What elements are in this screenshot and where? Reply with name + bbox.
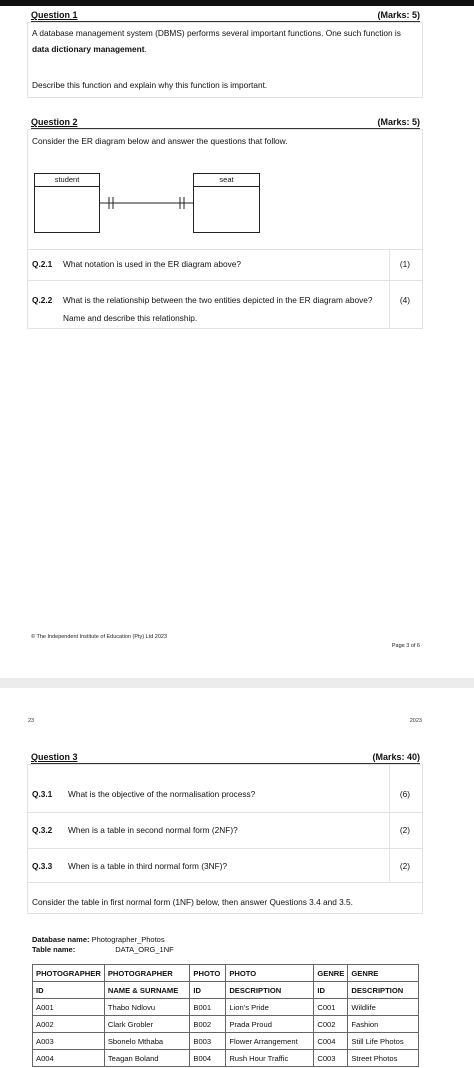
database-info — [32, 935, 174, 955]
table-header-cell: PHOTOGRAPHER — [33, 965, 105, 982]
question-1-text-bold: data dictionary management — [32, 44, 145, 54]
page-number: Page 3 of 6 — [391, 643, 420, 649]
divider — [27, 882, 423, 883]
table-row — [33, 999, 419, 1016]
table-cell: A001 — [33, 999, 105, 1016]
table-cell: Thabo Ndlovu — [104, 999, 190, 1016]
question-2-header — [31, 115, 420, 129]
question-2-title: Question 2 — [31, 117, 78, 127]
table-cell: A004 — [33, 1050, 105, 1067]
table-cell: C003 — [314, 1050, 348, 1067]
table-cell: Still Life Photos — [348, 1033, 419, 1050]
table-cell: Prada Proud — [226, 1016, 314, 1033]
db-value: Photographer_Photos — [91, 935, 165, 944]
page-corner-right: 2023 — [409, 718, 422, 724]
q3-3-text: When is a table in third normal form (3NF)? — [68, 861, 228, 871]
table-cell: Street Photos — [348, 1050, 419, 1067]
table-cell: Wildlife — [348, 999, 419, 1016]
table-header-cell: PHOTO — [226, 965, 314, 982]
table-header-row — [33, 965, 419, 982]
q2-2-mark: (4) — [399, 295, 411, 305]
table-cell: B004 — [190, 1050, 226, 1067]
table-cell: Fashion — [348, 1016, 419, 1033]
question-1-text — [32, 25, 418, 57]
entity-student-label: student — [35, 174, 99, 187]
question-3-marks: (Marks: 40) — [372, 752, 420, 762]
q2-1-number: Q.2.1 — [32, 259, 53, 269]
page-corner-left: 23 — [28, 718, 35, 724]
question-1-text-a: A database management system (DBMS) performs several important functions. One such function is — [32, 28, 401, 38]
table-header-cell: DESCRIPTION — [226, 982, 314, 999]
table-cell: Rush Hour Traffic — [226, 1050, 314, 1067]
question-1-header — [31, 8, 420, 22]
table-row — [33, 1033, 419, 1050]
q2-1-mark: (1) — [399, 259, 411, 269]
table-cell: Clark Grobler — [104, 1016, 190, 1033]
table-header-cell: ID — [190, 982, 226, 999]
q3-2-mark: (2) — [399, 825, 411, 835]
entity-seat-label: seat — [194, 174, 259, 187]
table-header-cell: PHOTOGRAPHER — [104, 965, 190, 982]
q3-1-mark: (6) — [399, 789, 411, 799]
divider — [27, 812, 423, 813]
question-3-header — [31, 750, 420, 764]
q3-2-number: Q.3.2 — [32, 825, 53, 835]
table-header-cell: GENRE — [348, 965, 419, 982]
photographer-table — [32, 964, 419, 1067]
table-header-row — [33, 982, 419, 999]
entity-seat — [193, 173, 260, 233]
table-cell: Sbonelo Mthaba — [104, 1033, 190, 1050]
table-row — [33, 1016, 419, 1033]
table-cell: C004 — [314, 1033, 348, 1050]
relationship-line — [100, 195, 193, 211]
table-cell: C002 — [314, 1016, 348, 1033]
question-1-instruction: Describe this function and explain why this function is important. — [32, 80, 268, 90]
table-cell: Flower Arrangement — [226, 1033, 314, 1050]
question-1-marks: (Marks: 5) — [377, 10, 420, 20]
table-header-cell: GENRE — [314, 965, 348, 982]
table-cell: Lion’s Pride — [226, 999, 314, 1016]
q3-consider-text: Consider the table in first normal form (1NF) below, then answer Questions 3.4 and 3.5. — [32, 897, 353, 907]
table-cell: Teagan Boland — [104, 1050, 190, 1067]
divider — [27, 280, 423, 281]
entity-student — [34, 173, 100, 233]
table-header-cell: ID — [33, 982, 105, 999]
q3-3-mark: (2) — [399, 861, 411, 871]
q3-3-number: Q.3.3 — [32, 861, 53, 871]
q3-1-text: What is the objective of the normalisation process? — [68, 789, 256, 799]
table-cell: A002 — [33, 1016, 105, 1033]
table-header-cell: PHOTO — [190, 965, 226, 982]
question-2-marks: (Marks: 5) — [377, 117, 420, 127]
copyright-footer: © The Independent Institute of Education (Pty) Ltd 2023 — [31, 634, 168, 640]
table-header-cell: NAME & SURNAME — [104, 982, 190, 999]
table-cell: A003 — [33, 1033, 105, 1050]
q2-2-number: Q.2.2 — [32, 295, 53, 305]
table-value: DATA_ORG_1NF — [115, 945, 174, 954]
question-1-text-end: . — [144, 44, 147, 54]
question-1-title: Question 1 — [31, 10, 78, 20]
table-row — [33, 1050, 419, 1067]
q2-2-text: What is the relationship between the two entities depicted in the ER diagram above? Name and describe this relationship. — [63, 295, 373, 323]
db-label: Database name: — [32, 935, 90, 944]
question-2-intro: Consider the ER diagram below and answer the questions that follow. — [32, 136, 288, 146]
divider — [27, 848, 423, 849]
exam-page-4 — [0, 688, 474, 1068]
table-header-cell: ID — [314, 982, 348, 999]
table-cell: B003 — [190, 1033, 226, 1050]
q3-2-text: When is a table in second normal form (2NF)? — [68, 825, 238, 835]
table-header-cell: DESCRIPTION — [348, 982, 419, 999]
table-cell: C001 — [314, 999, 348, 1016]
divider — [27, 249, 423, 250]
question-3-title: Question 3 — [31, 752, 78, 762]
q2-1-text: What notation is used in the ER diagram above? — [63, 259, 242, 269]
q3-1-number: Q.3.1 — [32, 789, 53, 799]
table-cell: B002 — [190, 1016, 226, 1033]
top-bar — [0, 0, 474, 6]
table-label: Table name: — [32, 945, 76, 954]
table-cell: B001 — [190, 999, 226, 1016]
